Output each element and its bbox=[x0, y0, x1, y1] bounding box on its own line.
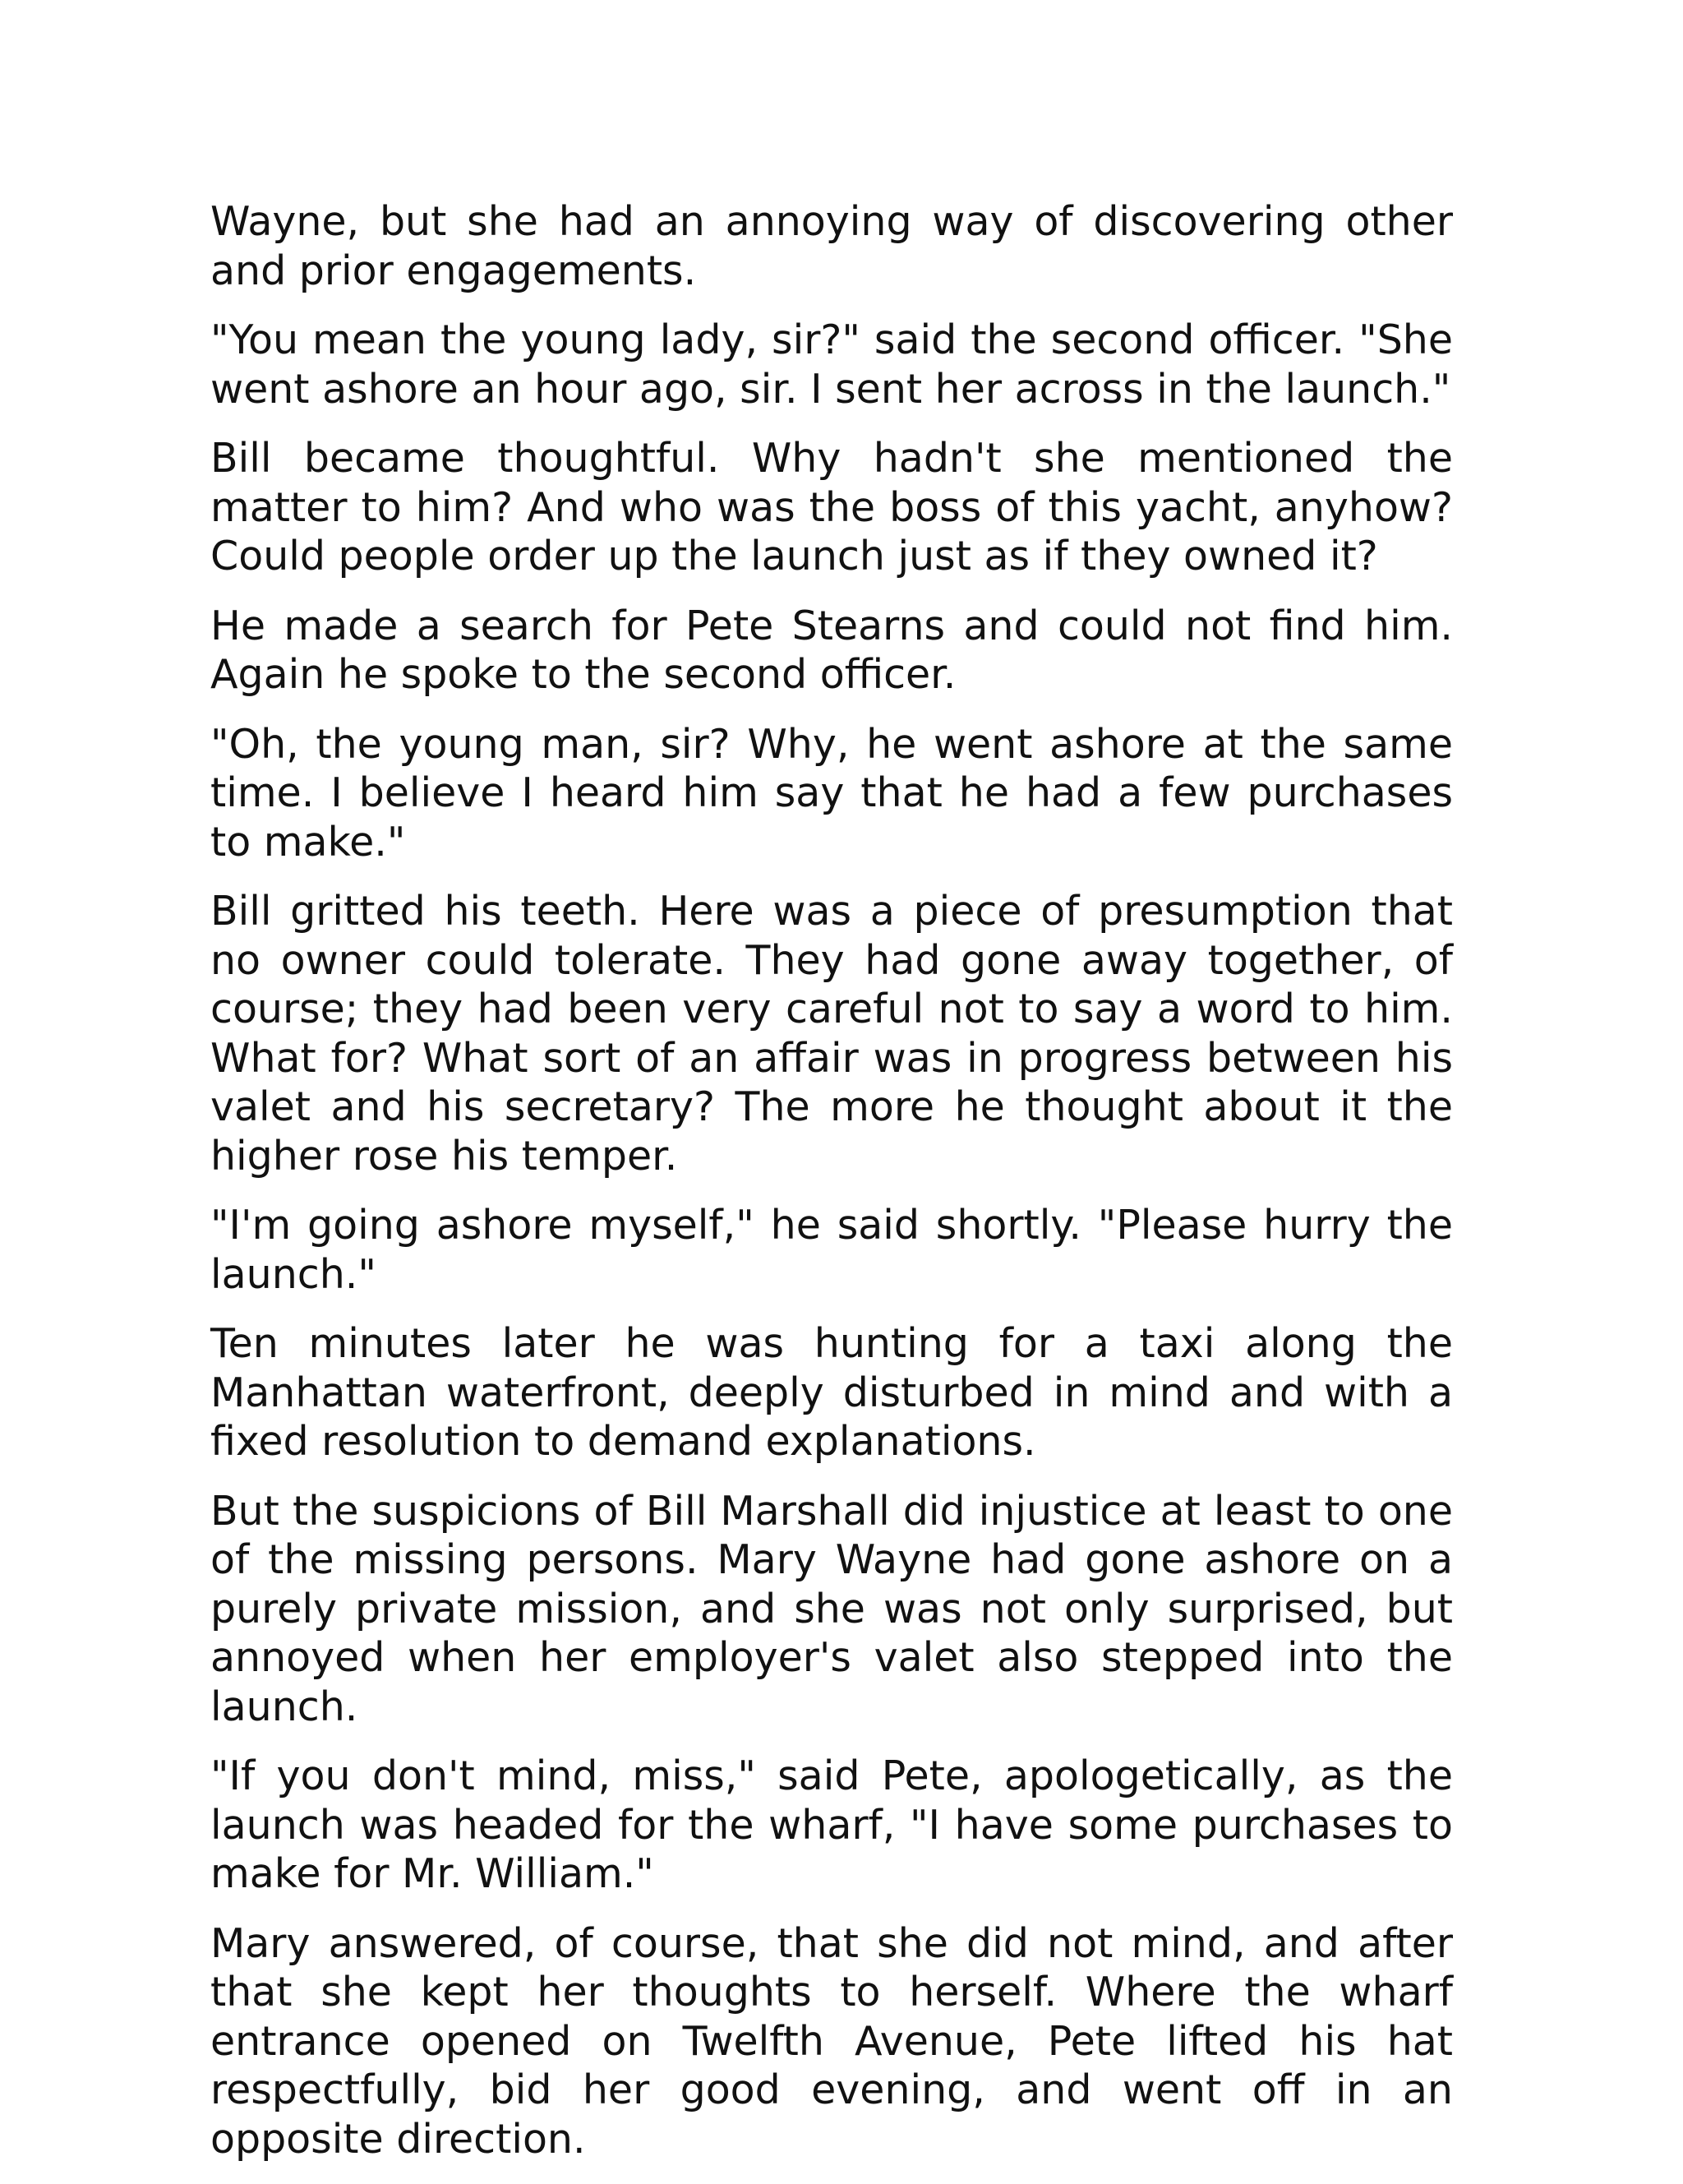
paragraph: But the suspicions of Bill Marshall did injustice at least to one of the missing persons. Mary Wayne had gone ashore on a purely private mission, and she was not only surprised, but annoyed when her employer's valet also stepped into the launch. bbox=[210, 1487, 1453, 1730]
paragraph: "Oh, the young man, sir? Why, he went ashore at the same time. I believe I heard him say that he had a few purchases to make." bbox=[210, 720, 1453, 866]
paragraph: Wayne, but she had an annoying way of discovering other and prior engagements. bbox=[210, 198, 1453, 294]
document-page bbox=[210, 197, 1453, 2184]
paragraph: Bill became thoughtful. Why hadn't she mentioned the matter to him? And who was the boss of this yacht, anyhow? Could people order up the launch just as if they owned it? bbox=[210, 435, 1453, 579]
paragraph: Bill gritted his teeth. Here was a piece of presumption that no owner could tolerate. They had gone away together, of course; they had been very careful not to say a word to him. What for? What sort of an affair was in progress between his valet and his secretary? The more he thought about it the higher rose his temper. bbox=[210, 888, 1453, 1180]
paragraph: Ten minutes later he was hunting for a taxi along the Manhattan waterfront, deeply disturbed in mind and with a fixed resolution to demand explanations. bbox=[210, 1320, 1453, 1465]
paragraph: "I'm going ashore myself," he said shortly. "Please hurry the launch." bbox=[210, 1202, 1453, 1298]
paragraph: "If you don't mind, miss," said Pete, apologetically, as the launch was headed for the wharf, "I have some purchases to make for Mr. William." bbox=[210, 1752, 1453, 1897]
paragraph: He made a search for Pete Stearns and could not find him. Again he spoke to the second officer. bbox=[210, 602, 1453, 698]
paragraph: "You mean the young lady, sir?" said the second officer. "She went ashore an hour ago, sir. I sent her across in the launch." bbox=[210, 316, 1453, 413]
paragraph: Mary answered, of course, that she did not mind, and after that she kept her thoughts to herself. Where the wharf entrance opened on Twelfth Avenue, Pete lifted his hat respectfully, bid her good evening, and went off in an opposite direction. bbox=[210, 1919, 1453, 2163]
